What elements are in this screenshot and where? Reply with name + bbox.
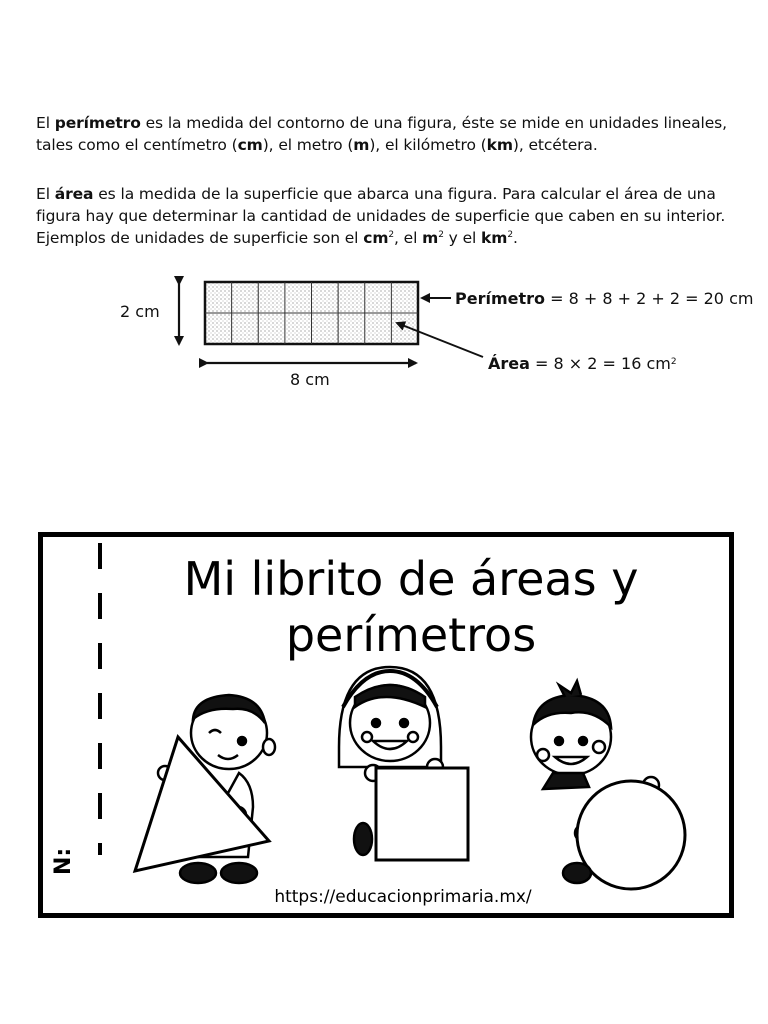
exponent: 2	[507, 230, 513, 240]
child-with-triangle	[135, 695, 275, 883]
perimeter-equation: = 8 + 8 + 2 + 2 = 20 cm	[545, 289, 754, 308]
exponent: 2	[388, 230, 395, 240]
name-field-label: N:	[51, 847, 76, 875]
square-shape	[376, 768, 468, 860]
text-run: ), el metro (	[262, 136, 354, 154]
text-run: .	[512, 229, 518, 247]
perimeter-definition	[36, 112, 736, 156]
text-run: ), etcétera.	[512, 136, 598, 154]
source-url: https://educacionprimaria.mx/	[274, 887, 532, 907]
unit-km: km	[486, 136, 513, 154]
text-run: El	[36, 114, 55, 132]
circle-shape	[577, 781, 685, 889]
unit-m: m	[353, 136, 370, 154]
text-run: es la medida del contorno de una figura, éste se mide en unidades lineales, tales como el centímetro (	[36, 114, 727, 154]
unit-cm: cm	[237, 136, 263, 154]
text-run: , el	[394, 229, 423, 247]
area-term: Área	[488, 354, 530, 373]
width-label: 8 cm	[290, 370, 330, 389]
unit-cm2: cm	[363, 229, 389, 247]
perimeter-formula	[455, 289, 753, 308]
child-hair-spikes	[559, 681, 581, 697]
term-area: área	[54, 185, 94, 203]
child-eye	[372, 719, 380, 727]
child-shoe	[563, 863, 591, 883]
rectangle-diagram	[0, 270, 768, 400]
child-shoe	[221, 863, 257, 883]
booklet-title: Mi librito de áreas y perímetros	[183, 552, 639, 662]
exponent: 2	[438, 230, 444, 240]
area-formula	[488, 354, 677, 373]
child-with-circle	[531, 681, 685, 889]
area-equation: = 8 × 2 = 16 cm	[529, 354, 671, 373]
text-run: es la medida de la superficie que abarca una figura. Para calcular el área de una figura hay que determinar la cantidad de unidades de superficie que caben en su interior. Ejemplos de unidades de superficie son el	[36, 185, 726, 247]
child-shoe	[180, 863, 216, 883]
child-shirt	[543, 773, 589, 789]
exponent: 2	[670, 357, 677, 367]
child-eye	[238, 737, 246, 745]
text-run: El	[36, 185, 55, 203]
unit-m2: m	[422, 229, 439, 247]
booklet-cover	[38, 532, 734, 918]
child-with-square	[339, 667, 468, 860]
text-run: ), el kilómetro (	[369, 136, 487, 154]
term-perimetro: perímetro	[54, 114, 141, 132]
area-definition	[36, 183, 736, 249]
height-label: 2 cm	[120, 302, 160, 321]
unit-km2: km	[481, 229, 508, 247]
child-ear	[263, 739, 275, 755]
child-eye	[579, 737, 587, 745]
text-run: y el	[443, 229, 482, 247]
child-leg	[354, 823, 372, 855]
perimeter-term: Perímetro	[455, 289, 546, 308]
child-eye	[400, 719, 408, 727]
child-eye	[555, 737, 563, 745]
